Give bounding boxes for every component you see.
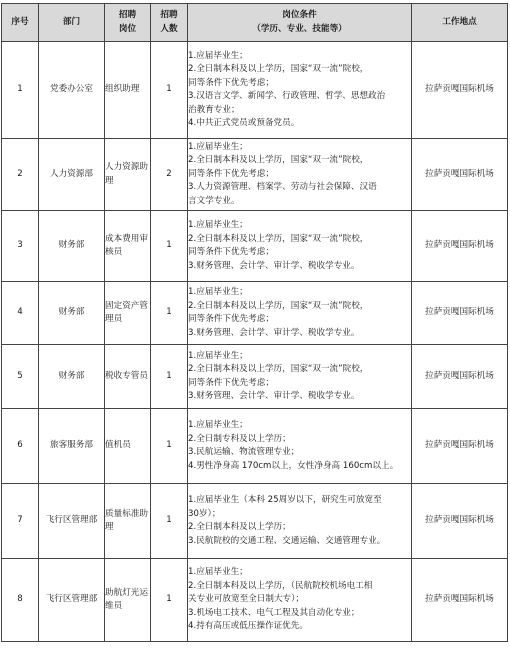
row-position: 固定资产管理员 bbox=[105, 282, 151, 345]
row-position: 人力资源助理 bbox=[105, 139, 151, 211]
table-row bbox=[2, 559, 508, 642]
row-location: 拉萨贡嘎国际机场 bbox=[412, 345, 508, 409]
condition-line: 3.财务管理、会计学、审计学、税收学专业。 bbox=[188, 327, 360, 338]
row-dept: 财务部 bbox=[39, 345, 105, 409]
header-count: 招聘 人数 bbox=[151, 4, 188, 42]
row-dept: 财务部 bbox=[39, 282, 105, 345]
row-position: 税收专管员 bbox=[105, 345, 151, 409]
row-conditions bbox=[188, 139, 412, 211]
row-position: 质量标准助理 bbox=[105, 484, 151, 559]
recruitment-table bbox=[1, 3, 508, 642]
row-dept: 飞行区管理部 bbox=[39, 559, 105, 642]
condition-line: 1.应届毕业生； bbox=[188, 420, 248, 430]
row-location: 拉萨贡嘎国际机场 bbox=[412, 211, 508, 282]
condition-line: 3.民航运输、物流管理专业； bbox=[188, 447, 300, 457]
condition-line: 3.财务管理、会计学、审计学、税收学专业。 bbox=[188, 260, 360, 271]
row-count: 1 bbox=[151, 211, 188, 282]
condition-line: 2.全日制本科及以上学历； bbox=[188, 522, 291, 532]
row-count: 2 bbox=[151, 139, 188, 211]
header-conditions-title: 岗位条件 bbox=[282, 10, 317, 20]
row-dept: 党委办公室 bbox=[39, 42, 105, 139]
condition-line: 1.应届毕业生； bbox=[188, 141, 248, 152]
row-count: 1 bbox=[151, 282, 188, 345]
row-seq: 8 bbox=[2, 559, 39, 642]
row-position: 组织助理 bbox=[105, 42, 151, 139]
header-row bbox=[2, 4, 508, 42]
row-seq: 3 bbox=[2, 211, 39, 282]
row-conditions bbox=[188, 282, 412, 345]
condition-line: 1.应届毕业生（本科 25周岁以下，研究生可放宽至 bbox=[188, 495, 382, 505]
header-location: 工作地点 bbox=[412, 4, 508, 42]
row-conditions bbox=[188, 484, 412, 559]
condition-line: 2.全日制本科及以上学历，国家“双一流”院校， bbox=[188, 64, 369, 74]
row-conditions bbox=[188, 345, 412, 409]
condition-line: 3.人力资源管理、档案学、劳动与社会保障、汉语 bbox=[188, 182, 377, 193]
condition-line: 2.全日制本科及以上学历，国家“双一流”院校， bbox=[188, 300, 369, 311]
row-location: 拉萨贡嘎国际机场 bbox=[412, 559, 508, 642]
header-seq: 序号 bbox=[2, 4, 39, 42]
table-row bbox=[2, 282, 508, 345]
row-location: 拉萨贡嘎国际机场 bbox=[412, 42, 508, 139]
row-conditions bbox=[188, 42, 412, 139]
row-position: 助航灯光运维员 bbox=[105, 559, 151, 642]
row-count: 1 bbox=[151, 409, 188, 484]
condition-line: 3.财务管理、会计学、审计学、税收学专业。 bbox=[188, 391, 360, 401]
condition-line: 4.持有高压或低压操作证优先。 bbox=[188, 621, 308, 632]
table-row bbox=[2, 42, 508, 139]
table-row bbox=[2, 484, 508, 559]
header-conditions-sub: （学历、专业、技能等） bbox=[252, 23, 347, 34]
condition-line: 同等条件下优先考虑； bbox=[188, 77, 274, 88]
row-location: 拉萨贡嘎国际机场 bbox=[412, 282, 508, 345]
header-position: 招聘 岗位 bbox=[105, 4, 151, 42]
row-location: 拉萨贡嘎国际机场 bbox=[412, 409, 508, 484]
condition-line: 1.应届毕业生； bbox=[188, 287, 248, 297]
row-seq: 5 bbox=[2, 345, 39, 409]
condition-line: 1.应届毕业生； bbox=[188, 220, 248, 230]
condition-line: 同等条件下优先考虑； bbox=[188, 377, 274, 388]
condition-line: 2.全日制本科及以上学历，国家“双一流”院校， bbox=[188, 155, 369, 166]
row-dept: 飞行区管理部 bbox=[39, 484, 105, 559]
row-dept: 人力资源部 bbox=[39, 139, 105, 211]
row-count: 1 bbox=[151, 559, 188, 642]
condition-line: 同等条件下优先考虑； bbox=[188, 247, 274, 257]
row-count: 1 bbox=[151, 484, 188, 559]
row-seq: 7 bbox=[2, 484, 39, 559]
row-dept: 旅客服务部 bbox=[39, 409, 105, 484]
row-seq: 1 bbox=[2, 42, 39, 139]
condition-line: 4.中共正式党员或预备党员。 bbox=[188, 118, 300, 128]
table-row bbox=[2, 139, 508, 211]
condition-line: 言文学专业。 bbox=[188, 195, 240, 206]
row-count: 1 bbox=[151, 42, 188, 139]
condition-line: 关专业可放宽至全日制大专）； bbox=[188, 594, 305, 605]
condition-line: 1.应届毕业生； bbox=[188, 50, 248, 61]
condition-line: 3.汉语言文学、新闻学、行政管理、哲学、思想政治 bbox=[188, 91, 386, 101]
table-row bbox=[2, 345, 508, 409]
row-location: 拉萨贡嘎国际机场 bbox=[412, 484, 508, 559]
row-location: 拉萨贡嘎国际机场 bbox=[412, 139, 508, 211]
condition-line: 3.机场电工技术、电气工程及其自动化专业； bbox=[188, 607, 360, 618]
condition-line: 2.全日制本科及以上学历，（民航院校机场电工相 bbox=[188, 580, 373, 591]
condition-line: 2.全日制本科及以上学历，国家“双一流”院校， bbox=[188, 364, 369, 374]
condition-line: 30岁）； bbox=[188, 508, 221, 519]
row-conditions bbox=[188, 409, 412, 484]
condition-line: 同等条件下优先考虑； bbox=[188, 314, 274, 324]
row-seq: 4 bbox=[2, 282, 39, 345]
table-row bbox=[2, 409, 508, 484]
row-count: 1 bbox=[151, 345, 188, 409]
condition-line: 治教育专业； bbox=[188, 104, 240, 115]
condition-line: 2.全日制本科及以上学历，国家“双一流”院校， bbox=[188, 233, 369, 244]
condition-line: 1.应届毕业生； bbox=[188, 350, 248, 361]
row-conditions bbox=[188, 559, 412, 642]
row-position: 值机员 bbox=[105, 409, 151, 484]
row-seq: 6 bbox=[2, 409, 39, 484]
condition-line: 同等条件下优先考虑； bbox=[188, 168, 274, 179]
header-dept: 部门 bbox=[39, 4, 105, 42]
condition-line: 4.男性净身高 170cm以上，女性净身高 160cm以上。 bbox=[188, 460, 399, 471]
row-conditions bbox=[188, 211, 412, 282]
condition-line: 1.应届毕业生； bbox=[188, 567, 248, 578]
row-position: 成本费用审核员 bbox=[105, 211, 151, 282]
row-seq: 2 bbox=[2, 139, 39, 211]
header-conditions bbox=[188, 4, 412, 42]
condition-line: 3.民航院校的交通工程、交通运输、交通管理专业。 bbox=[188, 535, 386, 546]
row-dept: 财务部 bbox=[39, 211, 105, 282]
table-row bbox=[2, 211, 508, 282]
condition-line: 2.全日制专科及以上学历； bbox=[188, 433, 291, 444]
